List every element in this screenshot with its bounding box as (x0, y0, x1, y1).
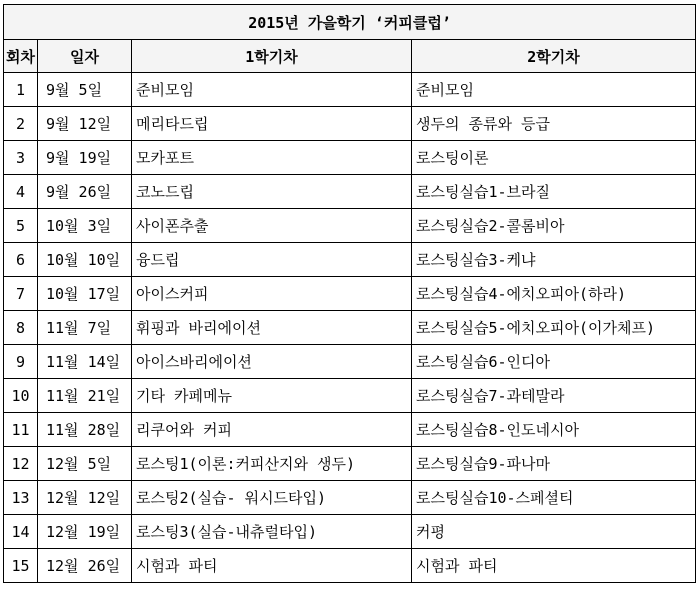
term2-topic-cell: 준비모임 (412, 73, 696, 107)
table-row (4, 73, 696, 107)
term1-topic-cell: 리쿠어와 커피 (132, 413, 412, 447)
term2-topic-cell: 로스팅실습5-에치오피아(이가체프) (412, 311, 696, 345)
session-number-cell: 6 (4, 243, 38, 277)
table-row (4, 175, 696, 209)
header-term2: 2학기차 (412, 40, 696, 73)
term1-topic-cell: 로스팅1(이론:커피산지와 생두) (132, 447, 412, 481)
session-number-cell: 4 (4, 175, 38, 209)
term1-topic-cell: 사이폰추출 (132, 209, 412, 243)
term1-topic-cell: 준비모임 (132, 73, 412, 107)
term1-topic-cell: 휘핑과 바리에이션 (132, 311, 412, 345)
table-row (4, 141, 696, 175)
date-cell: 10월 17일 (38, 277, 132, 311)
term1-topic-cell: 코노드립 (132, 175, 412, 209)
header-session: 회차 (4, 40, 38, 73)
date-cell: 10월 3일 (38, 209, 132, 243)
term2-topic-cell: 로스팅실습4-에치오피아(하라) (412, 277, 696, 311)
session-number-cell: 7 (4, 277, 38, 311)
date-cell: 12월 5일 (38, 447, 132, 481)
term1-topic-cell: 로스팅2(실습- 워시드타입) (132, 481, 412, 515)
header-term1: 1학기차 (132, 40, 412, 73)
term2-topic-cell: 로스팅실습6-인디아 (412, 345, 696, 379)
table-row (4, 481, 696, 515)
date-cell: 9월 19일 (38, 141, 132, 175)
session-number-cell: 9 (4, 345, 38, 379)
title-row (4, 5, 696, 40)
date-cell: 12월 12일 (38, 481, 132, 515)
session-number-cell: 14 (4, 515, 38, 549)
header-date: 일자 (38, 40, 132, 73)
term1-topic-cell: 기타 카페메뉴 (132, 379, 412, 413)
term2-topic-cell: 로스팅이론 (412, 141, 696, 175)
date-cell: 9월 26일 (38, 175, 132, 209)
date-cell: 10월 10일 (38, 243, 132, 277)
table-row (4, 345, 696, 379)
date-cell: 9월 12일 (38, 107, 132, 141)
table-row (4, 277, 696, 311)
term2-topic-cell: 로스팅실습9-파나마 (412, 447, 696, 481)
session-number-cell: 11 (4, 413, 38, 447)
session-number-cell: 10 (4, 379, 38, 413)
table-row (4, 209, 696, 243)
term1-topic-cell: 메리타드립 (132, 107, 412, 141)
session-number-cell: 15 (4, 549, 38, 583)
term2-topic-cell: 로스팅실습7-과테말라 (412, 379, 696, 413)
term1-topic-cell: 아이스바리에이션 (132, 345, 412, 379)
term1-topic-cell: 모카포트 (132, 141, 412, 175)
term2-topic-cell: 생두의 종류와 등급 (412, 107, 696, 141)
term2-topic-cell: 시험과 파티 (412, 549, 696, 583)
table-row (4, 447, 696, 481)
table-title: 2015년 가을학기 ‘커피클럽’ (4, 5, 696, 40)
date-cell: 12월 26일 (38, 549, 132, 583)
date-cell: 9월 5일 (38, 73, 132, 107)
date-cell: 11월 21일 (38, 379, 132, 413)
term2-topic-cell: 로스팅실습3-케냐 (412, 243, 696, 277)
term1-topic-cell: 로스팅3(실습-내츄럴타입) (132, 515, 412, 549)
term1-topic-cell: 아이스커피 (132, 277, 412, 311)
table-row (4, 549, 696, 583)
schedule-rows (4, 73, 696, 583)
session-number-cell: 5 (4, 209, 38, 243)
date-cell: 11월 28일 (38, 413, 132, 447)
term2-topic-cell: 로스팅실습1-브라질 (412, 175, 696, 209)
session-number-cell: 13 (4, 481, 38, 515)
session-number-cell: 1 (4, 73, 38, 107)
table-row (4, 413, 696, 447)
term2-topic-cell: 로스팅실습10-스페셜티 (412, 481, 696, 515)
term1-topic-cell: 시험과 파티 (132, 549, 412, 583)
table-row (4, 243, 696, 277)
term2-topic-cell: 로스팅실습2-콜롬비아 (412, 209, 696, 243)
session-number-cell: 2 (4, 107, 38, 141)
term2-topic-cell: 커평 (412, 515, 696, 549)
term2-topic-cell: 로스팅실습8-인도네시아 (412, 413, 696, 447)
date-cell: 12월 19일 (38, 515, 132, 549)
date-cell: 11월 14일 (38, 345, 132, 379)
session-number-cell: 3 (4, 141, 38, 175)
session-number-cell: 12 (4, 447, 38, 481)
term1-topic-cell: 융드립 (132, 243, 412, 277)
date-cell: 11월 7일 (38, 311, 132, 345)
table-row (4, 379, 696, 413)
session-number-cell: 8 (4, 311, 38, 345)
coffee-club-schedule-table (3, 4, 696, 583)
table-row (4, 107, 696, 141)
header-row (4, 40, 696, 73)
table-row (4, 515, 696, 549)
table-row (4, 311, 696, 345)
